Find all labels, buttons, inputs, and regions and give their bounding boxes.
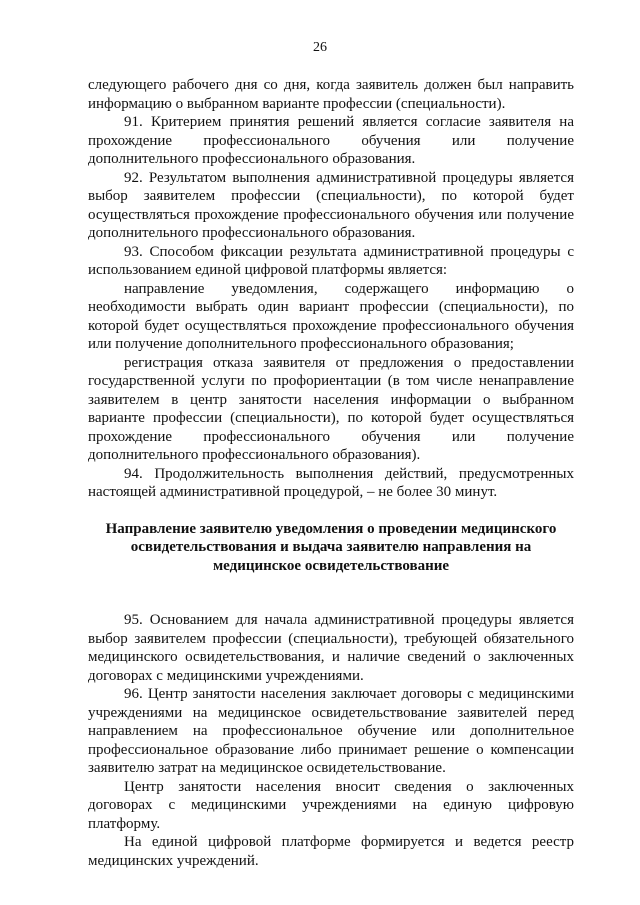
- document-body: [88, 76, 574, 870]
- paragraph-registry: На единой цифровой платформе формируется и ведется реестр медицинских учреждений.: [88, 834, 574, 869]
- paragraph-continuation: следующего рабочего дня со дня, когда заявитель должен был направить информацию о выбранном варианте профессии (специальности).: [88, 77, 574, 112]
- paragraph-93-item-2: регистрация отказа заявителя от предложения о предоставлении государственной услуги по профориентации (в том числе ненаправление заявителем в центр занятости населения информации о выбранном варианте профессии (специальности), по которой будет осуществляться прохождение профессионального обучения или получение дополнительного профессионального образования).: [88, 354, 574, 463]
- paragraph-contracts: Центр занятости населения вносит сведения о заключенных договорах с медицинскими учреждениями на единую цифровую платформу.: [88, 778, 574, 832]
- paragraph-93-item-1: направление уведомления, содержащего информацию о необходимости выбрать один вариант профессии (специальности), по которой будет осуществляться прохождение профессионального обучения или получение дополнительного профессионального образования;: [88, 280, 574, 352]
- paragraph-92: 92. Результатом выполнения административной процедуры является выбор заявителем профессии (специальности), по которой будет осуществляться прохождение профессионального обучения или получение дополнительного профессионального образования.: [88, 169, 574, 241]
- page-number: 26: [313, 40, 327, 55]
- paragraph-96: 96. Центр занятости населения заключает договоры с медицинскими учреждениями на медицинское освидетельствование заявителей перед направлением на профессиональное обучение или дополнительное профессиональное образование либо принимает решение о компенсации заявителю затрат на медицинское освидетельствование.: [88, 686, 574, 776]
- paragraph-93: 93. Способом фиксации результата административной процедуры с использованием единой цифровой платформы является:: [88, 243, 574, 278]
- section-heading: Направление заявителю уведомления о проведении медицинского освидетельствования и выдача заявителю направления на медицинское освидетельствование: [105, 520, 557, 574]
- paragraph-95: 95. Основанием для начала административной процедуры является выбор заявителем профессии (специальности), требующей обязательного медицинского освидетельствования, и наличие сведений о заключенных договорах с медицинскими учреждениями.: [88, 612, 574, 684]
- paragraph-91: 91. Критерием принятия решений является согласие заявителя на прохождение профессионального обучения или получение дополнительного профессионального образования.: [88, 114, 574, 167]
- paragraph-94: 94. Продолжительность выполнения действий, предусмотренных настоящей административной процедурой, – не более 30 минут.: [88, 465, 574, 500]
